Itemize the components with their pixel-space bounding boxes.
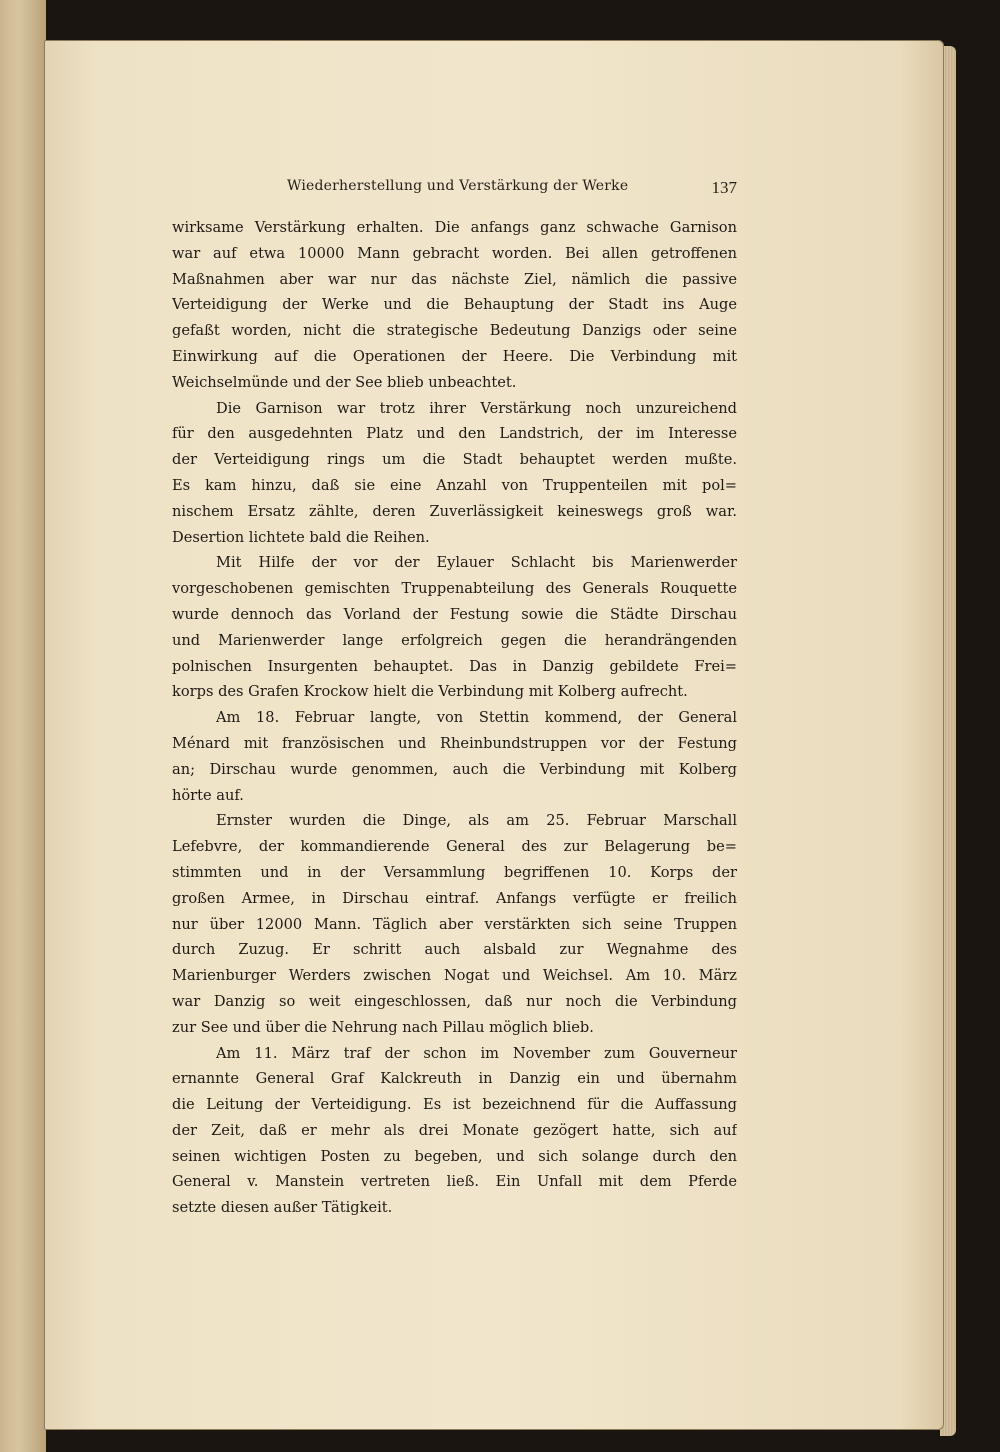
text-line: zur See und über die Nehrung nach Pillau möglich blieb. <box>172 1018 594 1036</box>
text-line: Desertion lichtete bald die Reihen. <box>172 528 430 546</box>
text-line: gefaßt worden, nicht die strategische Bedeutung Danzigs oder seine <box>172 322 737 340</box>
text-line: Die Garnison war trotz ihrer Verstärkung noch unzureichend <box>216 399 737 417</box>
text-line: für den ausgedehnten Platz und den Landstrich, der im Interesse <box>172 425 737 443</box>
text-line: Lefebvre, der kommandierende General des zur Belagerung be= <box>172 838 737 856</box>
text-line: war auf etwa 10000 Mann gebracht worden. Bei allen getroffenen <box>172 244 737 262</box>
text-line: Verteidigung der Werke und die Behauptung der Stadt ins Auge <box>172 296 737 314</box>
book-spine <box>0 0 46 1452</box>
text-line: Es kam hinzu, daß sie eine Anzahl von Truppenteilen mit pol= <box>172 476 737 494</box>
text-line: nischem Ersatz zählte, deren Zuverlässigkeit keineswegs groß war. <box>172 502 737 520</box>
text-line: Am 18. Februar langte, von Stettin kommend, der General <box>216 709 737 727</box>
text-line: seinen wichtigen Posten zu begeben, und sich solange durch den <box>172 1147 737 1165</box>
paragraph <box>172 808 737 1040</box>
text-line: der Verteidigung rings um die Stadt behauptet werden mußte. <box>172 451 737 469</box>
paragraph <box>172 215 737 396</box>
text-line: stimmten und in der Versammlung begriffenen 10. Korps der <box>172 863 737 881</box>
text-line: polnischen Insurgenten behauptet. Das in Danzig gebildete Frei= <box>172 657 737 675</box>
text-line: Marienburger Werders zwischen Nogat und Weichsel. Am 10. März <box>172 967 737 985</box>
page-number: 137 <box>711 178 737 197</box>
text-line: Weichselmünde und der See blieb unbeachtet. <box>172 373 517 391</box>
text-line: Am 11. März traf der schon im November zum Gouverneur <box>216 1044 737 1062</box>
text-line: und Marienwerder lange erfolgreich gegen die herandrängenden <box>172 631 737 649</box>
running-header-title: Wiederherstellung und Verstärkung der Werke <box>287 178 629 194</box>
text-line: General v. Manstein vertreten ließ. Ein Unfall mit dem Pferde <box>172 1173 737 1191</box>
paragraph <box>172 396 737 551</box>
body-text <box>172 215 737 1221</box>
text-line: wurde dennoch das Vorland der Festung sowie die Städte Dirschau <box>172 605 737 623</box>
text-line: an; Dirschau wurde genommen, auch die Verbindung mit Kolberg <box>172 760 737 778</box>
text-line: hörte auf. <box>172 786 244 804</box>
text-line: Ménard mit französischen und Rheinbundstruppen vor der Festung <box>172 734 737 752</box>
text-line: großen Armee, in Dirschau eintraf. Anfangs verfügte er freilich <box>172 889 737 907</box>
text-line: Einwirkung auf die Operationen der Heere. Die Verbindung mit <box>172 347 737 365</box>
text-line: der Zeit, daß er mehr als drei Monate gezögert hatte, sich auf <box>172 1121 737 1139</box>
text-line: nur über 12000 Mann. Täglich aber verstärkten sich seine Truppen <box>172 915 737 933</box>
paragraph <box>172 1041 737 1222</box>
text-line: Ernster wurden die Dinge, als am 25. Februar Marschall <box>216 812 737 830</box>
running-head <box>172 178 737 200</box>
text-line: vorgeschobenen gemischten Truppenabteilung des Generals Rouquette <box>172 580 737 598</box>
text-line: wirksame Verstärkung erhalten. Die anfangs ganz schwache Garnison <box>172 219 737 236</box>
text-line: Mit Hilfe der vor der Eylauer Schlacht bis Marienwerder <box>216 554 737 572</box>
text-line: die Leitung der Verteidigung. Es ist bezeichnend für die Auffassung <box>172 1096 737 1114</box>
paragraph <box>172 550 737 705</box>
text-line: setzte diesen außer Tätigkeit. <box>172 1199 393 1217</box>
text-line: Maßnahmen aber war nur das nächste Ziel, nämlich die passive <box>172 270 737 288</box>
text-line: war Danzig so weit eingeschlossen, daß nur noch die Verbindung <box>172 992 737 1010</box>
text-line: ernannte General Graf Kalckreuth in Danzig ein und übernahm <box>172 1070 737 1088</box>
text-line: korps des Grafen Krockow hielt die Verbindung mit Kolberg aufrecht. <box>172 683 688 701</box>
text-line: durch Zuzug. Er schritt auch alsbald zur Wegnahme des <box>172 941 737 959</box>
paragraph <box>172 705 737 808</box>
